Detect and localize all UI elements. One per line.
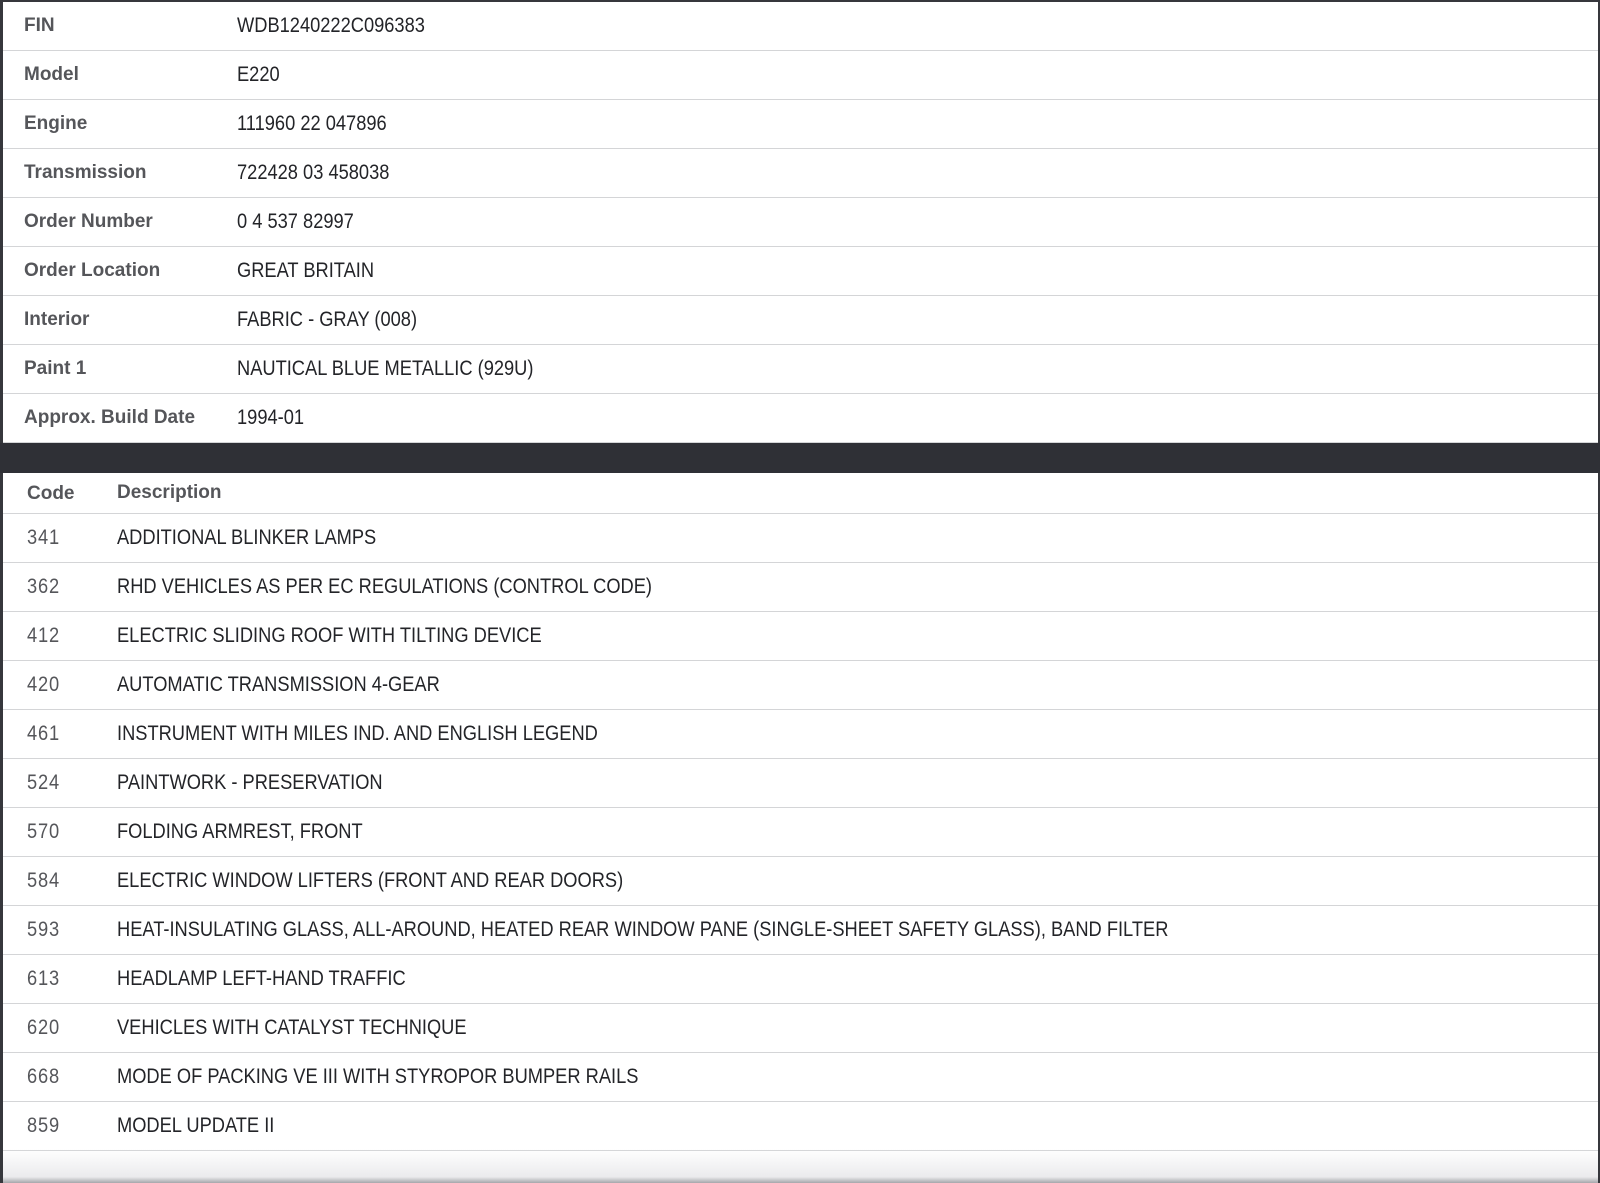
option-code: 613: [27, 967, 61, 990]
spec-label: Approx. Build Date: [24, 407, 196, 428]
option-row: [3, 1053, 1598, 1102]
option-row: [3, 759, 1598, 808]
option-code: 570: [27, 820, 61, 843]
spec-label: Order Location: [24, 260, 161, 281]
option-code: 668: [27, 1065, 61, 1088]
spec-label: Order Number: [24, 211, 153, 232]
option-description: AUTOMATIC TRANSMISSION 4-GEAR: [117, 673, 440, 696]
vehicle-info-table: [0, 0, 1600, 443]
option-description: ELECTRIC WINDOW LIFTERS (FRONT AND REAR DOORS): [117, 869, 624, 892]
section-divider-bar: [0, 443, 1600, 473]
option-description: RHD VEHICLES AS PER EC REGULATIONS (CONTROL CODE): [117, 575, 652, 598]
option-description: MODE OF PACKING VE III WITH STYROPOR BUMPER RAILS: [117, 1065, 639, 1088]
option-row: [3, 563, 1598, 612]
code-column-header: Code: [27, 483, 75, 504]
spec-row-interior: [3, 296, 1598, 345]
option-code: 584: [27, 869, 61, 892]
spec-value: 111960 22 047896: [237, 112, 387, 135]
option-code: 362: [27, 575, 61, 598]
spec-value: FABRIC - GRAY (008): [237, 308, 418, 331]
option-code: 859: [27, 1114, 61, 1137]
option-code: 412: [27, 624, 61, 647]
options-header-row: [3, 473, 1598, 514]
option-code: 620: [27, 1016, 61, 1039]
option-row: [3, 857, 1598, 906]
spec-row-build-date: [3, 394, 1598, 443]
option-description: HEADLAMP LEFT-HAND TRAFFIC: [117, 967, 406, 990]
spec-label: Transmission: [24, 162, 147, 183]
option-code: 461: [27, 722, 61, 745]
option-description: ADDITIONAL BLINKER LAMPS: [117, 526, 377, 549]
option-row: [3, 710, 1598, 759]
option-code: 420: [27, 673, 61, 696]
spec-row-fin: [3, 2, 1598, 51]
option-description: VEHICLES WITH CATALYST TECHNIQUE: [117, 1016, 467, 1039]
bottom-fade-shadow: [3, 1149, 1598, 1183]
option-row: [3, 661, 1598, 710]
spec-value: WDB1240222C096383: [237, 14, 425, 37]
option-description: HEAT-INSULATING GLASS, ALL-AROUND, HEATED REAR WINDOW PANE (SINGLE-SHEET SAFETY GLASS), BAND FILTER: [117, 918, 1169, 941]
option-code: 341: [27, 526, 61, 549]
option-description: MODEL UPDATE II: [117, 1114, 275, 1137]
spec-label: Interior: [24, 309, 90, 330]
spec-row-model: [3, 51, 1598, 100]
spec-label: Paint 1: [24, 358, 87, 379]
option-row: [3, 612, 1598, 661]
spec-label: Model: [24, 64, 79, 85]
spec-label: Engine: [24, 113, 88, 134]
option-row: [3, 1102, 1598, 1151]
option-codes-table: [0, 473, 1600, 1183]
option-description: INSTRUMENT WITH MILES IND. AND ENGLISH LEGEND: [117, 722, 598, 745]
option-row: [3, 1004, 1598, 1053]
option-description: ELECTRIC SLIDING ROOF WITH TILTING DEVICE: [117, 624, 542, 647]
spec-value: 722428 03 458038: [237, 161, 390, 184]
option-row: [3, 906, 1598, 955]
option-row: [3, 808, 1598, 857]
option-description: FOLDING ARMREST, FRONT: [117, 820, 363, 843]
spec-value: NAUTICAL BLUE METALLIC (929U): [237, 357, 534, 380]
spec-row-engine: [3, 100, 1598, 149]
option-code: 524: [27, 771, 61, 794]
spec-row-paint: [3, 345, 1598, 394]
option-description: PAINTWORK - PRESERVATION: [117, 771, 383, 794]
spec-label: FIN: [24, 15, 55, 36]
spec-row-order-number: [3, 198, 1598, 247]
description-column-header: Description: [117, 482, 222, 503]
spec-value: 1994-01: [237, 406, 305, 429]
spec-value: E220: [237, 63, 280, 86]
spec-row-transmission: [3, 149, 1598, 198]
spec-row-order-location: [3, 247, 1598, 296]
option-code: 593: [27, 918, 61, 941]
option-row: [3, 514, 1598, 563]
option-row: [3, 955, 1598, 1004]
spec-value: 0 4 537 82997: [237, 210, 354, 233]
spec-value: GREAT BRITAIN: [237, 259, 375, 282]
